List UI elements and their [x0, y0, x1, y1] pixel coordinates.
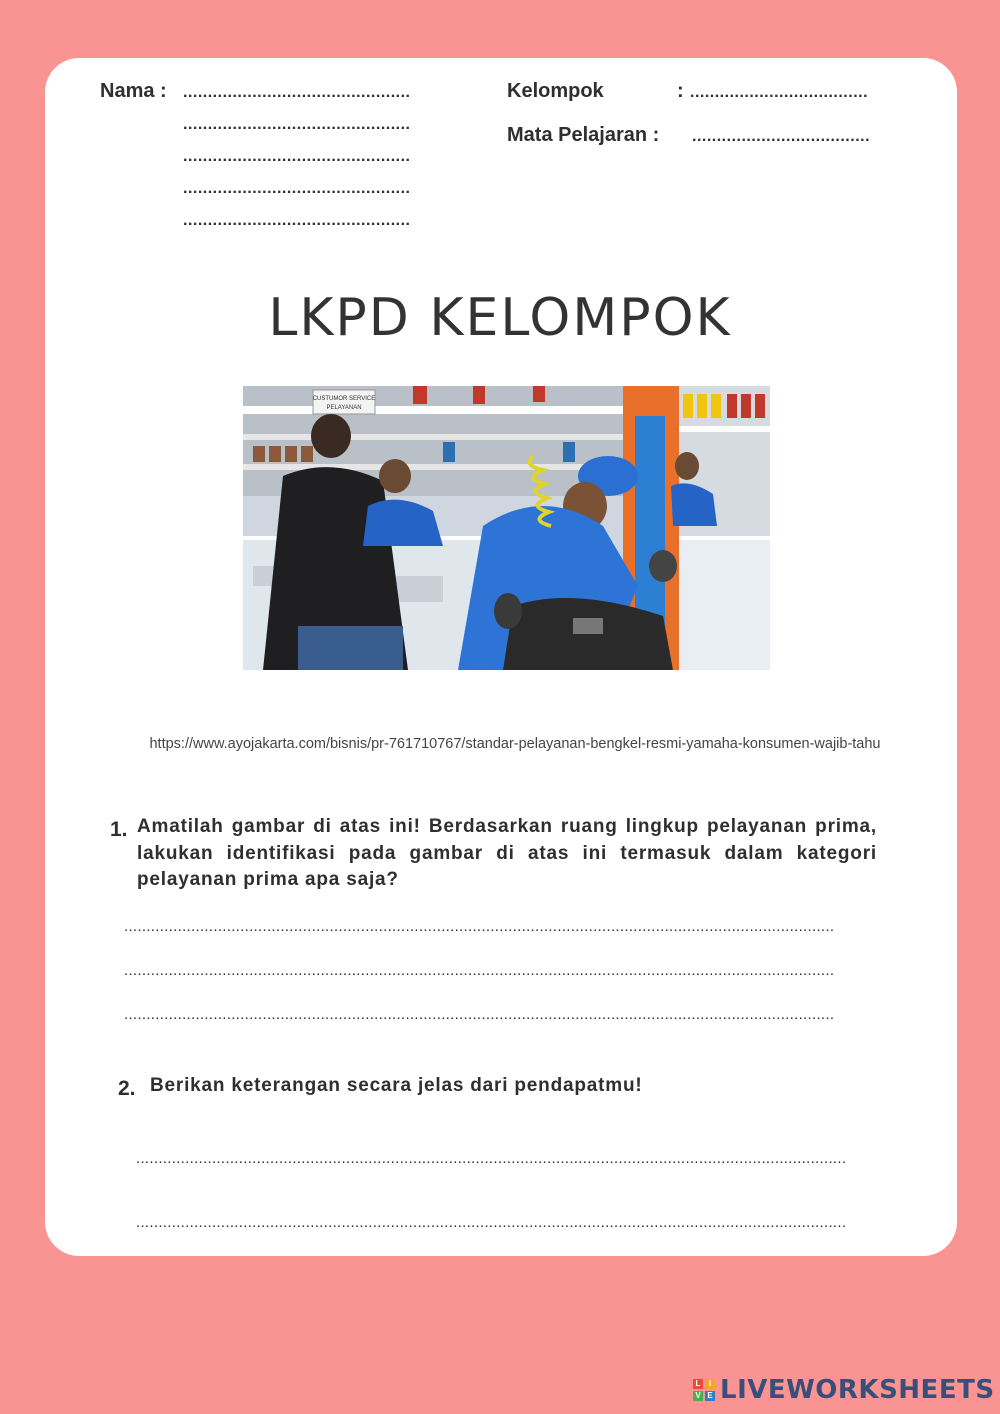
image-source-link[interactable]: https://www.ayojakarta.com/bisnis/pr-761710767/standar-pelayanan-bengkel-resmi-yamaha-konsumen-wajib-tahu — [149, 736, 881, 752]
mapel-label: Mata Pelajaran : — [507, 124, 660, 146]
nama-input-line-1[interactable]: .............................................. — [183, 84, 411, 101]
sign-text: CUSTUMOR SERVICE — [312, 396, 376, 402]
question-1-text: Amatilah gambar di atas ini! Berdasarkan ruang lingkup pelayanan prima, lakukan identifikasi pada gambar di atas ini termasuk dalam kategori pelayanan prima apa saja? — [137, 816, 877, 890]
nama-input-line-5[interactable]: .............................................. — [183, 212, 411, 229]
kelompok-input-line[interactable]: .................................... — [690, 84, 869, 101]
answer-1-line-2[interactable]: ............................................................................................................................................................... — [124, 962, 835, 979]
question-2-text: Berikan keterangan secara jelas dari pendapatmu! — [150, 1075, 643, 1096]
logo-letter-v: V — [693, 1391, 703, 1401]
answer-1-line-3[interactable]: ............................................................................................................................................................... — [124, 1006, 835, 1023]
answer-1-line-1[interactable]: ............................................................................................................................................................... — [124, 918, 835, 935]
page-title: LKPD KELOMPOK — [268, 288, 732, 348]
svg-text:PELAYANAN: PELAYANAN — [326, 405, 362, 411]
liveworksheets-icon — [693, 1379, 715, 1401]
answer-2-line-1[interactable]: ............................................................................................................................................................... — [136, 1150, 847, 1167]
nama-label: Nama : — [100, 80, 167, 102]
liveworksheets-text: LIVEWORKSHEETS — [720, 1375, 995, 1405]
liveworksheets-logo[interactable] — [693, 1373, 995, 1407]
workshop-photo — [243, 386, 770, 670]
question-1-number: 1. — [110, 818, 128, 841]
logo-letter-i: I — [705, 1379, 715, 1389]
mapel-input-line[interactable]: .................................... — [692, 128, 871, 145]
nama-input-line-4[interactable]: .............................................. — [183, 180, 411, 197]
logo-letter-l: L — [693, 1379, 703, 1389]
question-2-number: 2. — [118, 1077, 136, 1100]
nama-input-line-3[interactable]: .............................................. — [183, 148, 411, 165]
nama-input-line-2[interactable]: .............................................. — [183, 116, 411, 133]
kelompok-colon: : — [677, 80, 684, 102]
kelompok-label: Kelompok — [507, 80, 604, 102]
logo-letter-e: E — [705, 1391, 715, 1401]
answer-2-line-2[interactable]: ............................................................................................................................................................... — [136, 1214, 847, 1231]
